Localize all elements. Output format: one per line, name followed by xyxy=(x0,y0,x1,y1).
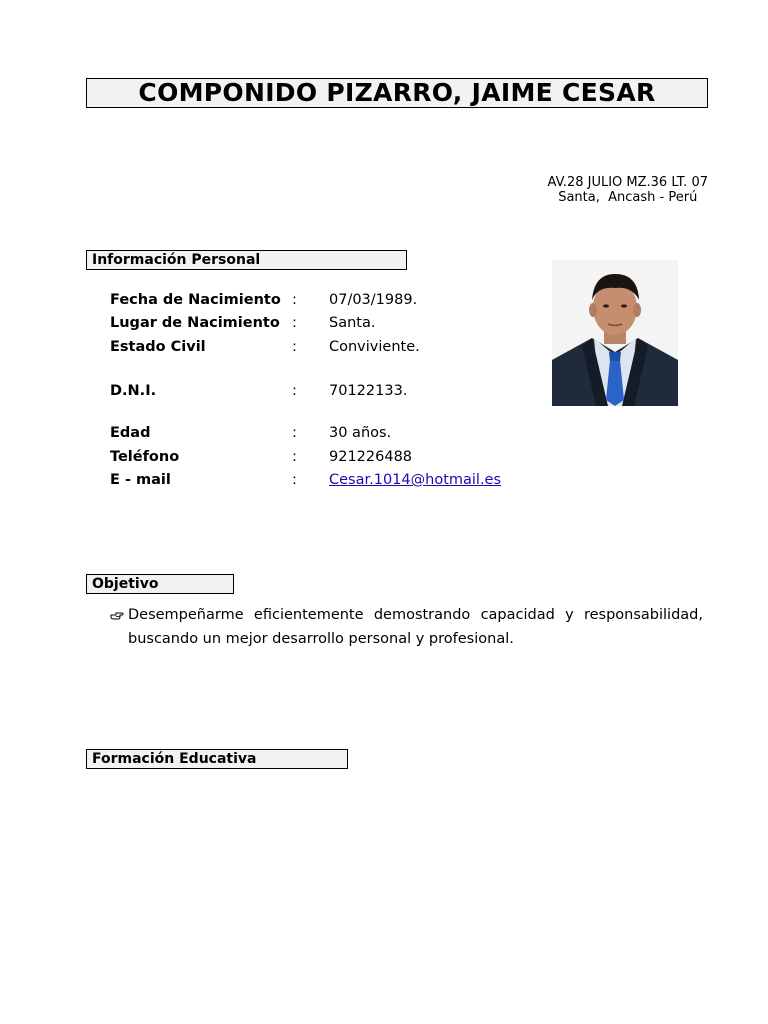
profile-photo xyxy=(552,260,678,406)
info-separator: : xyxy=(292,292,297,308)
resume-name-title: COMPONIDO PIZARRO, JAIME CESAR xyxy=(86,78,708,108)
info-label: D.N.I. xyxy=(110,383,157,399)
section-heading-education: Formación Educativa xyxy=(86,749,348,769)
section-heading-objective: Objetivo xyxy=(86,574,234,594)
address-line-1: AV.28 JULIO MZ.36 LT. 07 xyxy=(547,175,708,190)
hand-pointing-icon xyxy=(110,608,124,622)
info-label: E - mail xyxy=(110,472,171,488)
info-value: Santa. xyxy=(329,315,376,331)
info-label: Lugar de Nacimiento xyxy=(110,315,280,331)
info-row-civil-status xyxy=(110,337,530,357)
address-block xyxy=(548,175,708,205)
info-separator: : xyxy=(292,339,297,355)
info-row-email xyxy=(110,470,530,490)
info-row-age xyxy=(110,423,530,443)
info-label: Edad xyxy=(110,425,151,441)
address-line-2: Santa, Ancash - Perú xyxy=(558,190,698,205)
info-row-dni xyxy=(110,381,530,401)
info-value: 921226488 xyxy=(329,449,413,465)
info-label: Fecha de Nacimiento xyxy=(110,292,281,308)
section-heading-personal: Información Personal xyxy=(86,250,407,270)
info-separator: : xyxy=(292,449,297,465)
info-value: Conviviente. xyxy=(329,339,420,355)
info-value: 70122133. xyxy=(329,383,408,399)
info-separator: : xyxy=(292,315,297,331)
info-value: 30 años. xyxy=(329,425,392,441)
info-label: Teléfono xyxy=(110,449,180,465)
info-label: Estado Civil xyxy=(110,339,206,355)
info-separator: : xyxy=(292,383,297,399)
email-link[interactable]: Cesar.1014@hotmail.es xyxy=(329,472,502,488)
info-row-birth-date xyxy=(110,290,530,310)
objective-text: Desempeñarme eficientemente demostrando capacidad y responsabilidad, buscando un mejor desarrollo personal y profesional. xyxy=(128,607,703,647)
info-separator: : xyxy=(292,472,297,488)
info-row-birth-place xyxy=(110,313,530,333)
info-row-phone xyxy=(110,447,530,467)
info-value: 07/03/1989. xyxy=(329,292,418,308)
info-separator: : xyxy=(292,425,297,441)
